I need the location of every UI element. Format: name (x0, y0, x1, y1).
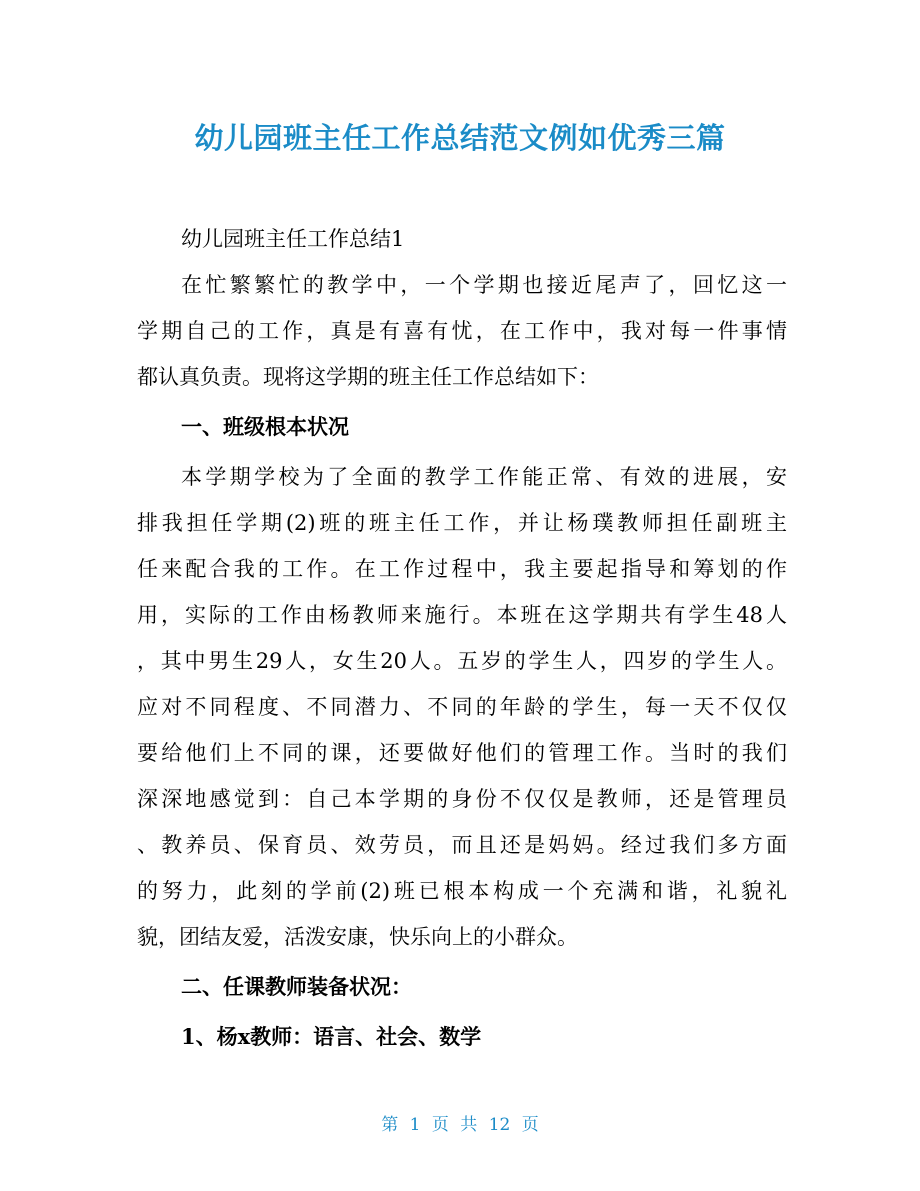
document-title: 幼儿园班主任工作总结范文例如优秀三篇 (194, 121, 726, 155)
section-heading-summary-1: 幼儿园班主任工作总结1 (181, 227, 405, 251)
paragraph-line: 任来配合我的工作。在工作过程中，我主要起指导和筹划的作 (137, 557, 787, 581)
paragraph-line: 用，实际的工作由杨教师来施行。本班在这学期共有学生48人 (137, 603, 787, 627)
paragraph-line: ，其中男生29人，女生20人。五岁的学生人，四岁的学生人。 (137, 649, 787, 673)
paragraph-line: 应对不同程度、不同潜力、不同的年龄的学生，每一天不仅仅 (137, 695, 787, 719)
paragraph-line: 排我担任学期(2)班的班主任工作，并让杨璞教师担任副班主 (137, 511, 787, 535)
section-heading-teacher-assignment: 二、任课教师装备状况： (181, 974, 412, 999)
paragraph-line: 要给他们上不同的课，还要做好他们的管理工作。当时的我们 (137, 741, 787, 765)
section-heading-class-status: 一、班级根本状况 (181, 414, 349, 439)
paragraph-line: 貌，团结友爱，活泼安康，快乐向上的小群众。 (137, 925, 578, 949)
paragraph-line: 深深地感觉到：自己本学期的身份不仅仅是教师，还是管理员 (137, 787, 787, 811)
paragraph-line: 本学期学校为了全面的教学工作能正常、有效的进展，安 (181, 465, 787, 489)
page-number-footer: 第 1 页 共 12 页 (381, 1115, 539, 1135)
document-body (137, 216, 787, 1060)
paragraph-line: 在忙繁繁忙的教学中，一个学期也接近尾声了，回忆这一 (181, 273, 787, 297)
paragraph-line: 的努力，此刻的学前(2)班已根本构成一个充满和谐，礼貌礼 (137, 879, 787, 903)
paragraph-line: 、教养员、保育员、效劳员，而且还是妈妈。经过我们多方面 (137, 833, 787, 857)
paragraph-line: 学期自己的工作，真是有喜有忧，在工作中，我对每一件事情 (137, 319, 787, 343)
paragraph-line: 都认真负责。现将这学期的班主任工作总结如下： (137, 365, 599, 389)
list-item-teacher: 1、杨x教师：语言、社会、数学 (181, 1024, 482, 1049)
